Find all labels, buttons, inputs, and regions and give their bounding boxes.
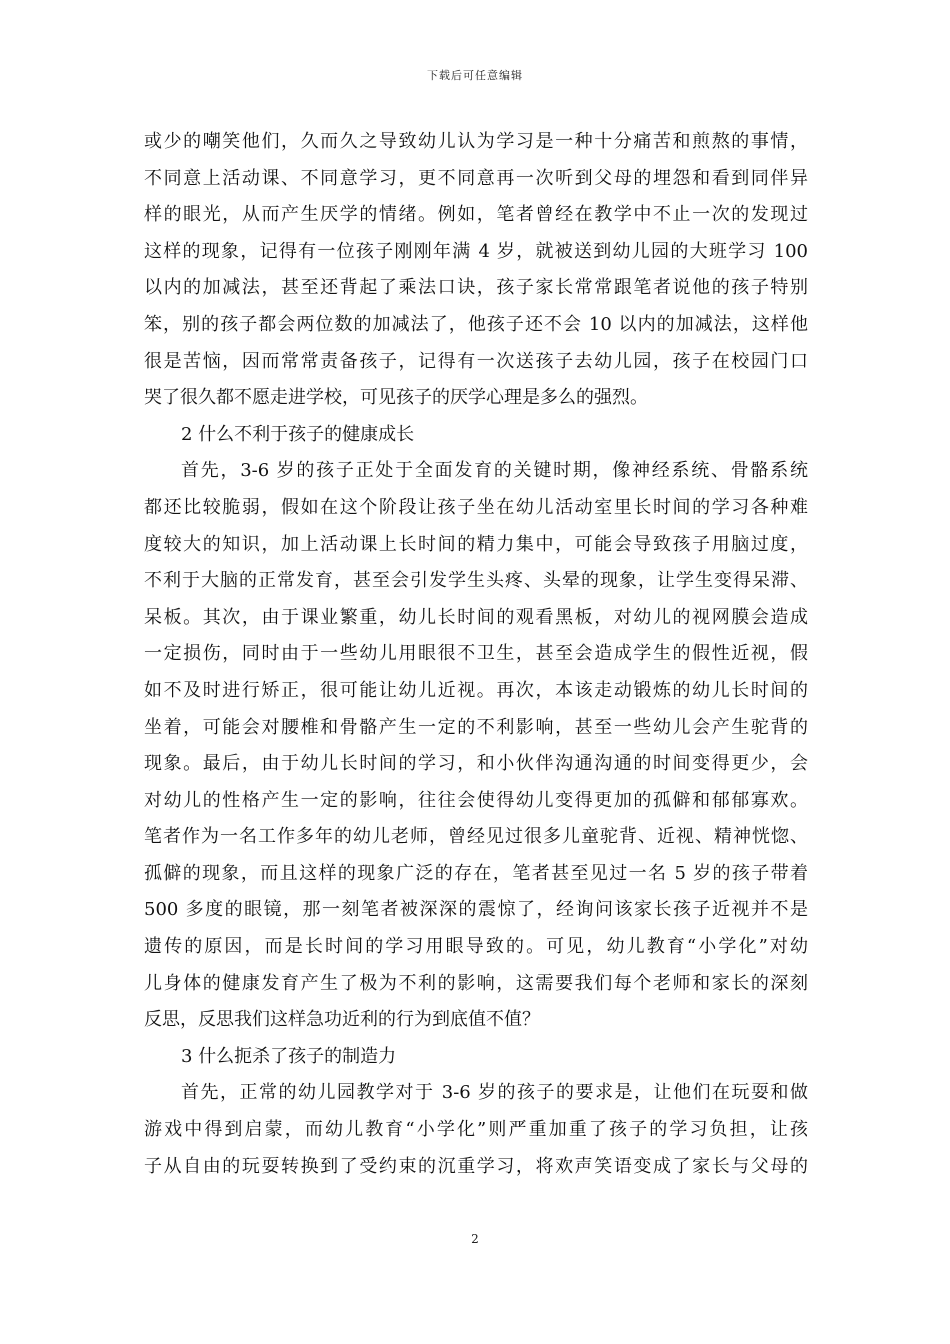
text-line: 儿身体的健康发育产生了极为不利的影响，这需要我们每个老师和家长的深刻 — [144, 972, 808, 994]
text-line: 都还比较脆弱，假如在这个阶段让孩子坐在幼儿活动室里长时间的学习各种难 — [144, 496, 808, 518]
text-line: 以内的加减法，甚至还背起了乘法口诀，孩子家长常常跟笔者说他的孩子特别 — [144, 277, 808, 299]
text-line: 孤僻的现象，而且这样的现象广泛的存在，笔者甚至见过一名 5 岁的孩子带着 — [144, 862, 808, 884]
text-line: 500 多度的眼镜，那一刻笔者被深深的震惊了，经询问该家长孩子近视并不是 — [144, 899, 808, 921]
text-line: 笨，别的孩子都会两位数的加减法了，他孩子还不会 10 以内的加减法，这样他 — [144, 313, 808, 335]
text-line: 首先，正常的幼儿园教学对于 3-6 岁的孩子的要求是，让他们在玩耍和做 — [181, 1082, 808, 1104]
text-line: 遗传的原因，而是长时间的学习用眼导致的。可见，幼儿教育“小学化”对幼 — [144, 936, 808, 958]
section-heading: 2 什么不利于孩子的健康成长 — [181, 423, 415, 445]
text-line: 度较大的知识，加上活动课上长时间的精力集中，可能会导致孩子用脑过度， — [144, 533, 808, 555]
text-line: 不同意上活动课、不同意学习，更不同意再一次听到父母的埋怨和看到同伴异 — [144, 167, 808, 189]
text-line: 现象。最后，由于幼儿长时间的学习，和小伙伴沟通沟通的时间变得更少，会 — [144, 753, 808, 775]
text-line: 首先，3-6 岁的孩子正处于全面发育的关键时期，像神经系统、骨骼系统 — [181, 460, 808, 482]
text-line: 呆板。其次，由于课业繁重，幼儿长时间的观看黑板，对幼儿的视网膜会造成 — [144, 606, 808, 628]
text-line: 不利于大脑的正常发育，甚至会引发学生头疼、头晕的现象，让学生变得呆滞、 — [144, 570, 808, 592]
page-header: 下载后可任意编辑 — [427, 69, 523, 82]
text-line: 反思，反思我们这样急功近利的行为到底值不值？ — [144, 1009, 540, 1031]
text-line: 样的眼光，从而产生厌学的情绪。例如，笔者曾经在教学中不止一次的发现过 — [144, 204, 808, 226]
text-line: 这样的现象，记得有一位孩子刚刚年满 4 岁，就被送到幼儿园的大班学习 100 — [144, 240, 808, 262]
text-line: 对幼儿的性格产生一定的影响，往往会使得幼儿变得更加的孤僻和郁郁寡欢。 — [144, 789, 808, 811]
text-line: 一定损伤，同时由于一些幼儿用眼很不卫生，甚至会造成学生的假性近视，假 — [144, 643, 808, 665]
text-line: 很是苦恼，因而常常责备孩子，记得有一次送孩子去幼儿园，孩子在校园门口 — [144, 350, 808, 372]
document-body — [144, 124, 808, 1185]
text-line: 子从自由的玩耍转换到了受约束的沉重学习，将欢声笑语变成了家长与父母的 — [144, 1155, 808, 1177]
text-line: 坐着，可能会对腰椎和骨骼产生一定的不利影响，甚至一些幼儿会产生驼背的 — [144, 716, 808, 738]
text-line: 如不及时进行矫正，很可能让幼儿近视。再次，本该走动锻炼的幼儿长时间的 — [144, 679, 808, 701]
text-line: 或少的嘲笑他们，久而久之导致幼儿认为学习是一种十分痛苦和煎熬的事情， — [144, 131, 808, 152]
text-line: 游戏中得到启蒙，而幼儿教育“小学化”则严重加重了孩子的学习负担，让孩 — [144, 1119, 808, 1141]
text-line: 笔者作为一名工作多年的幼儿老师，曾经见过很多儿童驼背、近视、精神恍惚、 — [144, 826, 808, 848]
text-line: 哭了很久都不愿走进学校，可见孩子的厌学心理是多么的强烈。 — [144, 387, 648, 409]
page-number: 2 — [471, 1232, 479, 1246]
section-heading: 3 什么扼杀了孩子的制造力 — [181, 1045, 397, 1067]
